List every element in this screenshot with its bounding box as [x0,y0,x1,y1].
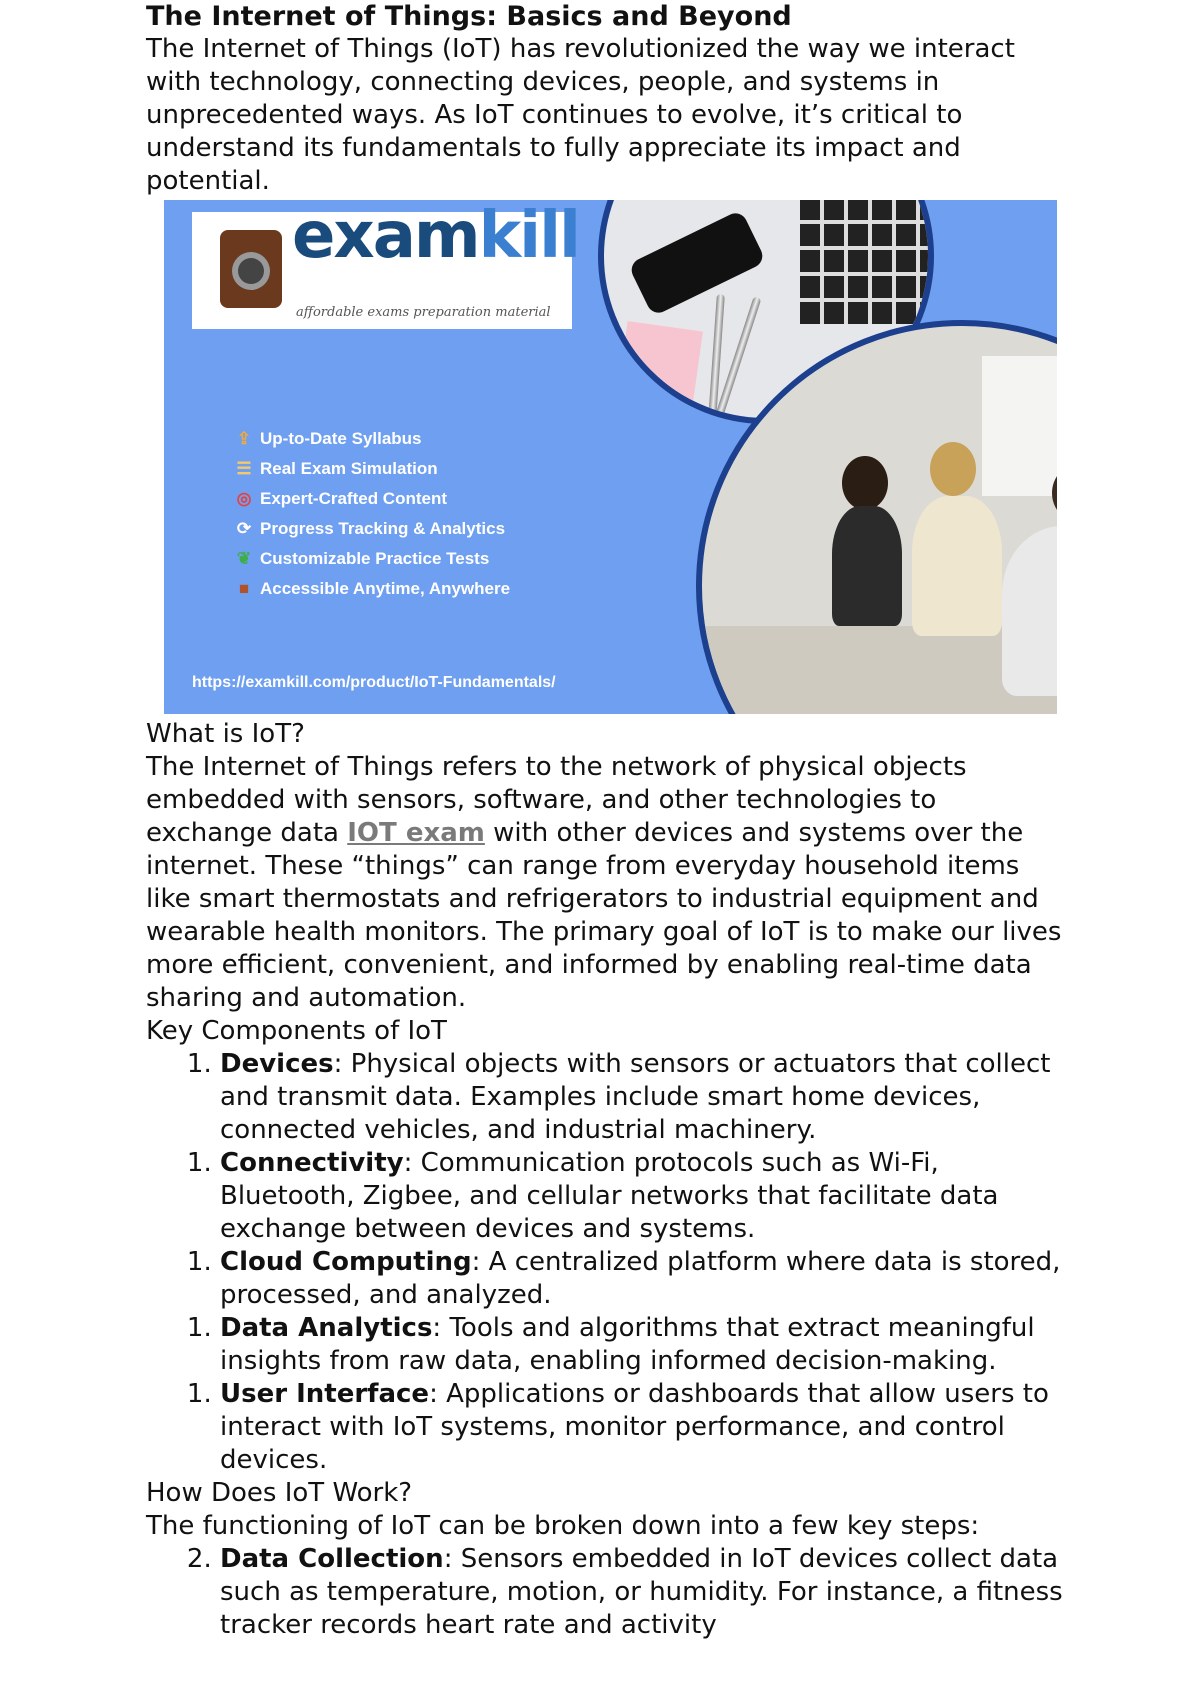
list-item-description: : Applications or dashboards that allow users to interact with IoT systems, monitor performance, and control devices. [220,1379,1049,1475]
examkill-logo [192,200,579,329]
numbered-list [146,1147,1066,1246]
list-item-description: : Communication protocols such as Wi-Fi, Bluetooth, Zigbee, and cellular networks that facilitate data exchange between devices and systems. [220,1148,999,1244]
numbered-list [146,1378,1066,1477]
document-page [146,0,1066,1642]
examkill-banner-image [164,200,1057,714]
feature-list [234,424,510,604]
feature-label: Customizable Practice Tests [260,549,490,568]
numbered-list [146,1246,1066,1312]
numbered-list [146,1543,1066,1642]
person-photo [912,496,1002,636]
intro-paragraph: The Internet of Things (IoT) has revolutionized the way we interact with technology, connecting devices, people, and systems in unprecedented ways. As IoT continues to evolve, it’s critical to understand its fundamentals to fully appreciate its impact and potential. [146,34,1015,196]
document-title: The Internet of Things: Basics and Beyond [146,1,792,32]
key-components-list [146,1048,1066,1477]
list-item [220,1048,1066,1147]
target-icon: ◎ [236,489,252,508]
camera-logo-icon [220,230,282,308]
list-item-term: Devices [220,1049,334,1079]
keyboard-photo [800,200,934,324]
list-item [220,1543,1066,1642]
person-photo [1002,526,1057,696]
briefcase-icon: ■ [238,579,250,598]
section-heading-how-iot-works: How Does IoT Work? [146,1478,413,1508]
paragraph-text: The Internet of Things refers to the network of physical objects embedded with sensors, software, and other technologies to exchange data [146,752,967,848]
list-item-term: Data Collection [220,1544,444,1574]
list-item-description: : Tools and algorithms that extract meaningful insights from raw data, enabling informed decision-making. [220,1313,1035,1376]
feature-label: Accessible Anytime, Anywhere [260,579,511,598]
what-is-iot-paragraph [146,751,1066,1015]
list-item [220,1378,1066,1477]
feature-item [234,514,510,544]
list-item-term: Connectivity [220,1148,404,1178]
window-photo [982,356,1057,496]
list-item-term: Cloud Computing [220,1247,472,1277]
banner-url: https://examkill.com/product/IoT-Fundamentals/ [192,674,556,691]
person-head-photo [930,442,976,496]
list-item-description: : A centralized platform where data is stored, processed, and analyzed. [220,1247,1061,1310]
numbered-list [146,1312,1066,1378]
list-item-term: User Interface [220,1379,430,1409]
list-icon: ☰ [236,459,252,478]
list-item [220,1312,1066,1378]
list-item-term: Data Analytics [220,1313,433,1343]
feature-label: Expert-Crafted Content [260,489,448,508]
person-photo [832,506,902,626]
feature-label: Real Exam Simulation [260,459,438,478]
sticky-note-photo [617,321,703,407]
how-iot-works-intro: The functioning of IoT can be broken down into a few key steps: [146,1511,980,1541]
person-head-photo [842,456,888,510]
feature-label: Progress Tracking & Analytics [260,519,506,538]
list-item [220,1246,1066,1312]
feature-item [234,544,510,574]
feature-item [234,574,510,604]
leaf-icon: ❦ [236,549,252,568]
iot-exam-link[interactable]: IOT exam [347,818,485,848]
feature-item [234,424,510,454]
list-item-description: : Sensors embedded in IoT devices collect data such as temperature, motion, or humidity. For instance, a fitness tracker records heart rate and activity [220,1544,1063,1640]
logo-tagline: affordable exams preparation material [296,305,551,320]
smartphone-photo [628,209,767,316]
logo-word-kill: kill [478,200,579,273]
feature-item [234,484,510,514]
section-heading-key-components: Key Components of IoT [146,1016,447,1046]
feature-label: Up-to-Date Syllabus [260,429,422,448]
paragraph-text: with other devices and systems over the internet. These “things” can range from everyday household items like smart thermostats and refrigerators to industrial equipment and wearable health monitors. The primary goal of IoT is to make our lives more efficient, convenient, and informed by enabling real-time data sharing and automation. [146,818,1062,1013]
list-item-description: : Physical objects with sensors or actuators that collect and transmit data. Examples include smart home devices, connected vehicles, and industrial machinery. [220,1049,1051,1145]
section-heading-what-is-iot: What is IoT? [146,719,305,749]
upload-icon: ⇪ [236,429,252,448]
feature-item [234,454,510,484]
how-iot-works-list [146,1543,1066,1642]
logo-word-exam: exam [292,200,479,273]
numbered-list [146,1048,1066,1147]
list-item [220,1147,1066,1246]
refresh-icon: ⟳ [236,519,252,538]
